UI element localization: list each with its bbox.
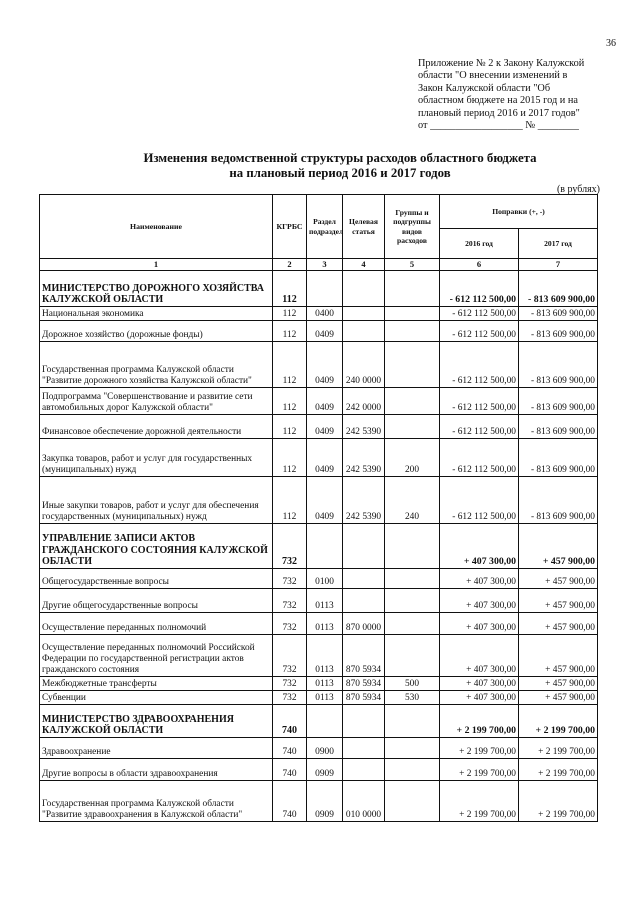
amount-2016-cell: + 407 300,00 <box>440 589 519 613</box>
amount-2016-cell: + 407 300,00 <box>440 635 519 677</box>
appendix-note <box>418 58 608 132</box>
amount-2017-cell: - 813 609 900,00 <box>519 439 598 477</box>
amount-2016-cell: + 2 199 700,00 <box>440 705 519 738</box>
name-cell: Здравоохранение <box>40 738 273 759</box>
amount-2016-cell: - 612 112 500,00 <box>440 321 519 342</box>
kgrbs-cell: 112 <box>273 321 307 342</box>
kgrbs-cell: 112 <box>273 342 307 388</box>
section-cell <box>307 524 343 569</box>
appendix-line: области "О внесении изменений в <box>418 70 568 82</box>
group-cell <box>385 569 440 589</box>
table-row <box>40 705 598 738</box>
amount-2016-cell: + 2 199 700,00 <box>440 781 519 822</box>
kgrbs-cell: 732 <box>273 613 307 635</box>
kgrbs-cell: 740 <box>273 738 307 759</box>
group-cell: 530 <box>385 691 440 705</box>
name-cell: Иные закупки товаров, работ и услуг для обеспечения государственных (муниципальных) нужд <box>40 477 273 524</box>
table-row <box>40 691 598 705</box>
table-row <box>40 342 598 388</box>
section-cell: 0900 <box>307 738 343 759</box>
amount-2016-cell: + 407 300,00 <box>440 613 519 635</box>
group-cell <box>385 705 440 738</box>
target-cell <box>343 321 385 342</box>
section-cell: 0409 <box>307 415 343 439</box>
table-row <box>40 415 598 439</box>
document-title <box>40 151 640 181</box>
name-cell: Осуществление переданных полномочий <box>40 613 273 635</box>
amount-2017-cell: - 813 609 900,00 <box>519 321 598 342</box>
group-cell <box>385 271 440 307</box>
section-cell: 0909 <box>307 759 343 781</box>
kgrbs-cell: 112 <box>273 307 307 321</box>
target-cell <box>343 589 385 613</box>
amount-2016-cell: + 407 300,00 <box>440 569 519 589</box>
table-row <box>40 759 598 781</box>
section-cell: 0409 <box>307 388 343 415</box>
name-cell: Общегосударственные вопросы <box>40 569 273 589</box>
table-row <box>40 439 598 477</box>
column-number: 3 <box>307 259 343 271</box>
table-row <box>40 613 598 635</box>
amount-2016-cell: + 407 300,00 <box>440 691 519 705</box>
kgrbs-cell: 740 <box>273 781 307 822</box>
group-cell <box>385 781 440 822</box>
amount-2017-cell: + 2 199 700,00 <box>519 781 598 822</box>
header-name: Наименование <box>40 195 273 259</box>
amount-2016-cell: + 2 199 700,00 <box>440 738 519 759</box>
group-cell: 200 <box>385 439 440 477</box>
column-number: 1 <box>40 259 273 271</box>
header-section: Раздел подраздел <box>307 195 343 259</box>
amount-2017-cell: + 2 199 700,00 <box>519 738 598 759</box>
amount-2017-cell: + 457 900,00 <box>519 613 598 635</box>
title-line-2: на плановый период 2016 и 2017 годов <box>229 166 451 180</box>
target-cell <box>343 759 385 781</box>
header-target: Целевая статья <box>343 195 385 259</box>
appendix-line: от __________________ № ________ <box>418 120 579 132</box>
kgrbs-cell: 732 <box>273 589 307 613</box>
group-cell <box>385 589 440 613</box>
kgrbs-cell: 112 <box>273 477 307 524</box>
group-cell <box>385 388 440 415</box>
title-line-1: Изменения ведомственной структуры расходов областного бюджета <box>143 151 537 165</box>
appendix-line: областном бюджете на 2015 год и на <box>418 95 578 107</box>
amount-2016-cell: - 612 112 500,00 <box>440 342 519 388</box>
kgrbs-cell: 732 <box>273 524 307 569</box>
name-cell: Национальная экономика <box>40 307 273 321</box>
section-cell: 0909 <box>307 781 343 822</box>
column-number: 4 <box>343 259 385 271</box>
section-cell: 0113 <box>307 613 343 635</box>
amount-2017-cell: - 813 609 900,00 <box>519 477 598 524</box>
column-number: 5 <box>385 259 440 271</box>
section-cell: 0409 <box>307 477 343 524</box>
group-cell <box>385 759 440 781</box>
name-cell: МИНИСТЕРСТВО ДОРОЖНОГО ХОЗЯЙСТВА КАЛУЖСКОЙ ОБЛАСТИ <box>40 271 273 307</box>
name-cell: Субвенции <box>40 691 273 705</box>
name-cell: МИНИСТЕРСТВО ЗДРАВООХРАНЕНИЯ КАЛУЖСКОЙ ОБЛАСТИ <box>40 705 273 738</box>
amount-2016-cell: - 612 112 500,00 <box>440 477 519 524</box>
name-cell: Подпрограмма "Совершенствование и развитие сети автомобильных дорог Калужской области" <box>40 388 273 415</box>
kgrbs-cell: 740 <box>273 759 307 781</box>
group-cell <box>385 415 440 439</box>
name-cell: Финансовое обеспечение дорожной деятельности <box>40 415 273 439</box>
table-row <box>40 321 598 342</box>
amount-2016-cell: - 612 112 500,00 <box>440 439 519 477</box>
target-cell <box>343 738 385 759</box>
section-cell: 0113 <box>307 635 343 677</box>
target-cell: 010 0000 <box>343 781 385 822</box>
group-cell <box>385 613 440 635</box>
group-cell <box>385 307 440 321</box>
kgrbs-cell: 732 <box>273 677 307 691</box>
amount-2017-cell: - 813 609 900,00 <box>519 415 598 439</box>
kgrbs-cell: 112 <box>273 388 307 415</box>
section-cell: 0400 <box>307 307 343 321</box>
kgrbs-cell: 732 <box>273 569 307 589</box>
amount-2017-cell: + 2 199 700,00 <box>519 705 598 738</box>
name-cell: Дорожное хозяйство (дорожные фонды) <box>40 321 273 342</box>
name-cell: Государственная программа Калужской области "Развитие дорожного хозяйства Калужской области" <box>40 342 273 388</box>
name-cell: Государственная программа Калужской области "Развитие здравоохранения в Калужской области" <box>40 781 273 822</box>
units-label: (в рублях) <box>556 184 600 195</box>
group-cell: 500 <box>385 677 440 691</box>
kgrbs-cell: 112 <box>273 415 307 439</box>
table-row <box>40 477 598 524</box>
amount-2016-cell: + 407 300,00 <box>440 524 519 569</box>
amount-2016-cell: - 612 112 500,00 <box>440 307 519 321</box>
group-cell <box>385 738 440 759</box>
column-number: 6 <box>440 259 519 271</box>
section-cell <box>307 705 343 738</box>
column-number: 7 <box>519 259 598 271</box>
target-cell <box>343 524 385 569</box>
amount-2017-cell: + 457 900,00 <box>519 569 598 589</box>
amount-2017-cell: + 457 900,00 <box>519 677 598 691</box>
target-cell: 870 0000 <box>343 613 385 635</box>
group-cell <box>385 321 440 342</box>
kgrbs-cell: 112 <box>273 271 307 307</box>
amount-2017-cell: - 813 609 900,00 <box>519 388 598 415</box>
section-cell: 0409 <box>307 321 343 342</box>
target-cell <box>343 307 385 321</box>
table-row <box>40 569 598 589</box>
amount-2017-cell: + 457 900,00 <box>519 589 598 613</box>
table-row <box>40 781 598 822</box>
header-2016: 2016 год <box>440 229 519 259</box>
amount-2017-cell: - 813 609 900,00 <box>519 342 598 388</box>
header-kgrbs: КГРБС <box>273 195 307 259</box>
name-cell: Межбюджетные трансферты <box>40 677 273 691</box>
header-amendments: Поправки (+, -) <box>440 195 598 229</box>
appendix-line: Приложение № 2 к Закону Калужской <box>418 58 585 69</box>
target-cell: 240 0000 <box>343 342 385 388</box>
target-cell: 242 0000 <box>343 388 385 415</box>
table-row <box>40 635 598 677</box>
table-row <box>40 524 598 569</box>
page-number: 36 <box>606 38 616 49</box>
target-cell: 870 5934 <box>343 635 385 677</box>
table-row <box>40 271 598 307</box>
target-cell <box>343 569 385 589</box>
group-cell <box>385 635 440 677</box>
amount-2016-cell: - 612 112 500,00 <box>440 415 519 439</box>
kgrbs-cell: 112 <box>273 439 307 477</box>
table-row <box>40 738 598 759</box>
target-cell <box>343 271 385 307</box>
table-row <box>40 388 598 415</box>
column-number-row <box>40 259 598 271</box>
amount-2016-cell: - 612 112 500,00 <box>440 388 519 415</box>
name-cell: УПРАВЛЕНИЕ ЗАПИСИ АКТОВ ГРАЖДАНСКОГО СОСТОЯНИЯ КАЛУЖСКОЙ ОБЛАСТИ <box>40 524 273 569</box>
kgrbs-cell: 732 <box>273 635 307 677</box>
group-cell: 240 <box>385 477 440 524</box>
section-cell: 0113 <box>307 691 343 705</box>
target-cell: 870 5934 <box>343 677 385 691</box>
amount-2017-cell: - 813 609 900,00 <box>519 307 598 321</box>
table-row <box>40 307 598 321</box>
table-row <box>40 589 598 613</box>
group-cell <box>385 342 440 388</box>
header-groups: Группы и подгруппы видов расходов <box>385 195 440 259</box>
section-cell: 0100 <box>307 569 343 589</box>
amount-2017-cell: + 457 900,00 <box>519 691 598 705</box>
kgrbs-cell: 732 <box>273 691 307 705</box>
target-cell <box>343 705 385 738</box>
amount-2017-cell: + 457 900,00 <box>519 524 598 569</box>
group-cell <box>385 524 440 569</box>
amount-2017-cell: - 813 609 900,00 <box>519 271 598 307</box>
amount-2017-cell: + 2 199 700,00 <box>519 759 598 781</box>
target-cell: 242 5390 <box>343 415 385 439</box>
section-cell <box>307 271 343 307</box>
target-cell: 870 5934 <box>343 691 385 705</box>
section-cell: 0113 <box>307 589 343 613</box>
name-cell: Другие вопросы в области здравоохранения <box>40 759 273 781</box>
table-row <box>40 677 598 691</box>
kgrbs-cell: 740 <box>273 705 307 738</box>
name-cell: Осуществление переданных полномочий Российской Федерации по государственной регистрации актов гражданского состояния <box>40 635 273 677</box>
amount-2016-cell: + 407 300,00 <box>440 677 519 691</box>
section-cell: 0409 <box>307 439 343 477</box>
column-number: 2 <box>273 259 307 271</box>
appendix-line: плановый период 2016 и 2017 годов" <box>418 107 580 119</box>
name-cell: Другие общегосударственные вопросы <box>40 589 273 613</box>
header-2017: 2017 год <box>519 229 598 259</box>
name-cell: Закупка товаров, работ и услуг для государственных (муниципальных) нужд <box>40 439 273 477</box>
amount-2016-cell: + 2 199 700,00 <box>440 759 519 781</box>
target-cell: 242 5390 <box>343 477 385 524</box>
amount-2017-cell: + 457 900,00 <box>519 635 598 677</box>
budget-table <box>39 194 598 822</box>
section-cell: 0409 <box>307 342 343 388</box>
section-cell: 0113 <box>307 677 343 691</box>
amount-2016-cell: - 612 112 500,00 <box>440 271 519 307</box>
target-cell: 242 5390 <box>343 439 385 477</box>
appendix-line: Закон Калужской области "Об <box>418 82 551 94</box>
